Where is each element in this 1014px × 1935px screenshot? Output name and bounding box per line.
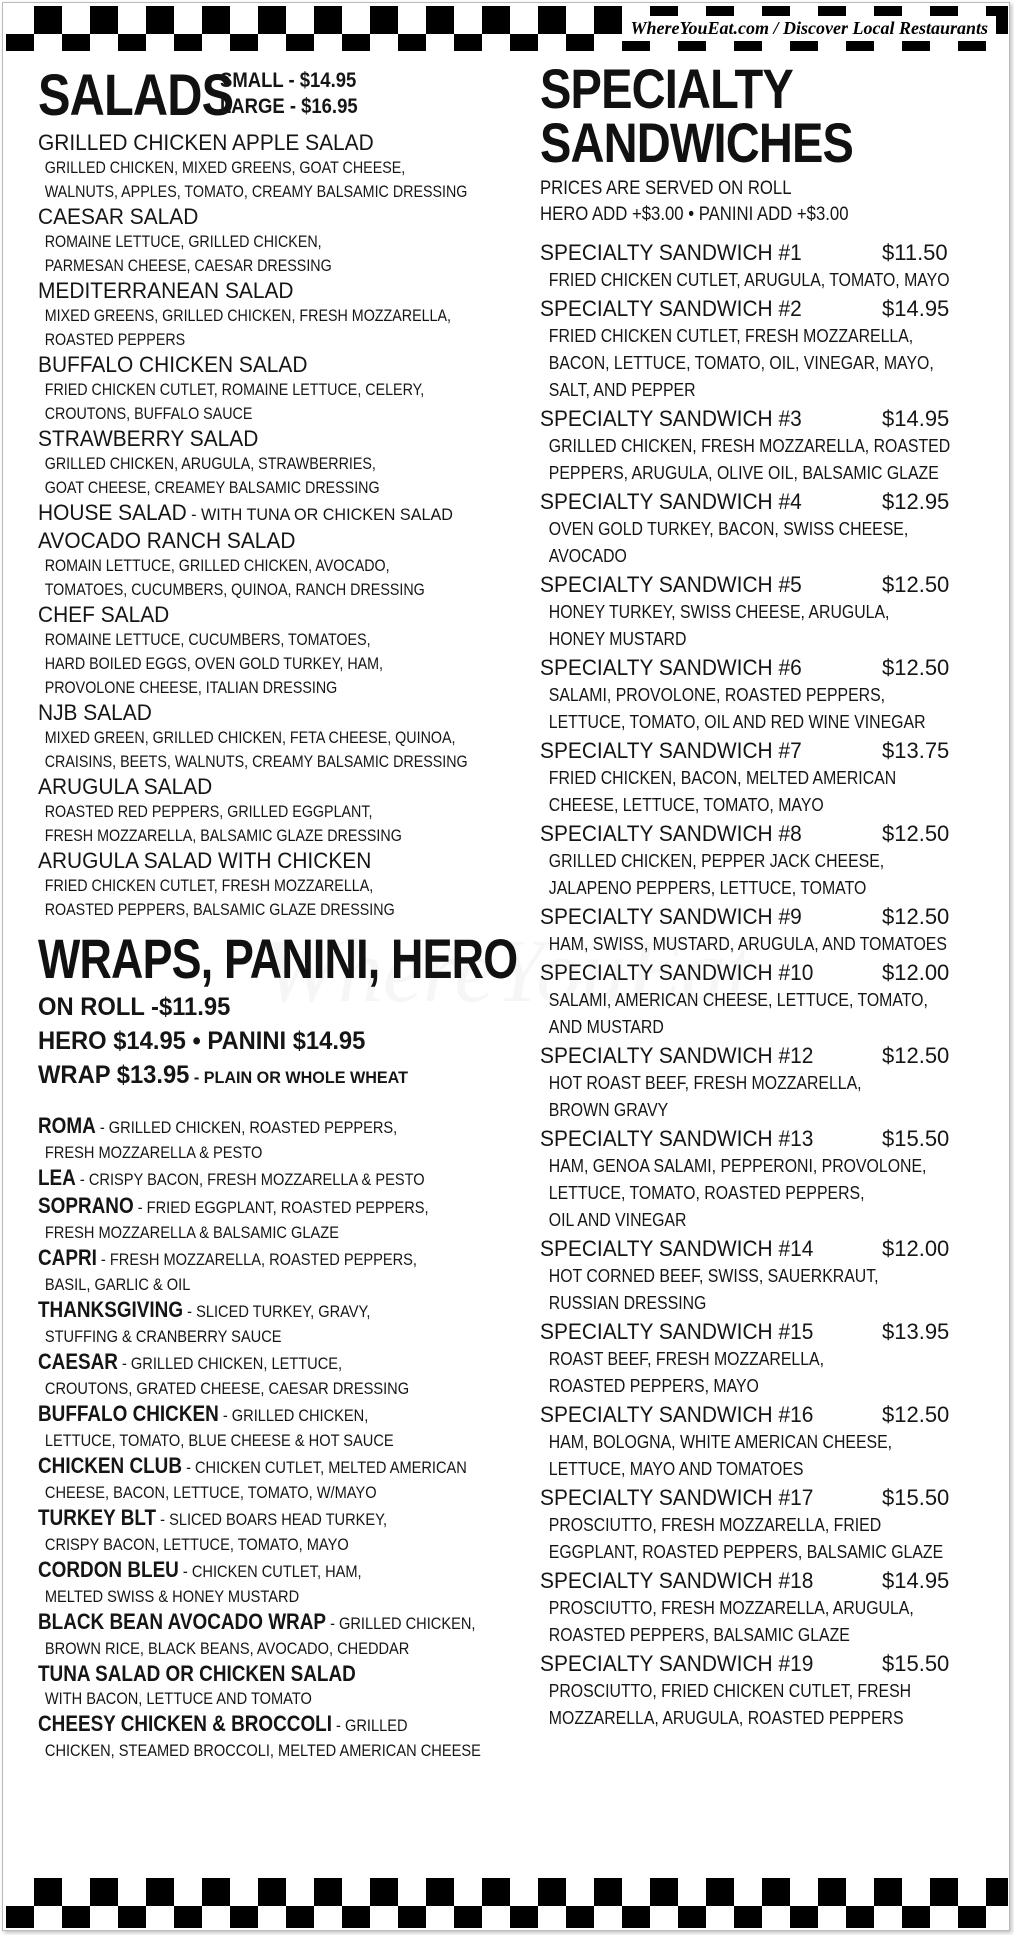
- wrap-desc-cont: BASIL, GARLIC & OIL: [44, 1275, 191, 1294]
- wrap-name: BUFFALO CHICKEN: [38, 1401, 219, 1426]
- wraps-price-wrap: [38, 1058, 486, 1095]
- specialty-item: [540, 1317, 1000, 1400]
- specialty-name: SPECIALTY SANDWICH #15: [540, 1319, 814, 1344]
- wrap-name: CAPRI: [38, 1245, 97, 1270]
- specialty-price: $12.50: [882, 655, 950, 680]
- specialty-desc: LETTUCE, MAYO AND TOMATOES: [548, 1459, 804, 1479]
- salads-price-small: SMALL - $14.95: [220, 69, 357, 92]
- wrap-name-row: [38, 1245, 444, 1273]
- salad-name-row: [38, 204, 486, 230]
- wrap-item: [38, 1113, 510, 1165]
- specialty-name: SPECIALTY SANDWICH #12: [540, 1043, 814, 1068]
- wrap-item: [38, 1711, 510, 1763]
- wrap-item: [38, 1453, 510, 1505]
- salad-name: CAESAR SALAD: [38, 204, 199, 229]
- salad-desc: GOAT CHEESE, CREAMEY BALSAMIC DRESSING: [44, 478, 380, 497]
- wrap-desc: - GRILLED CHICKEN,: [218, 1406, 369, 1425]
- specialty-row: [540, 487, 1000, 516]
- salad-name-row: [38, 602, 486, 628]
- specialty-row: [540, 1317, 1000, 1346]
- wrap-name: ROMA: [38, 1113, 96, 1138]
- salad-name: CHEF SALAD: [38, 602, 170, 627]
- specialty-desc: HAM, SWISS, MUSTARD, ARUGULA, AND TOMATOES: [548, 934, 947, 954]
- specialty-name: SPECIALTY SANDWICH #2: [540, 296, 802, 321]
- specialty-desc: HONEY TURKEY, SWISS CHEESE, ARUGULA,: [548, 602, 890, 622]
- specialty-name: SPECIALTY SANDWICH #8: [540, 821, 802, 846]
- salad-desc: ROMAIN LETTUCE, GRILLED CHICKEN, AVOCADO,: [44, 556, 390, 575]
- specialty-price: $14.95: [882, 296, 950, 321]
- specialty-item: [540, 570, 1000, 653]
- salads-title: SALADS: [38, 63, 234, 128]
- salads-header: [38, 62, 510, 130]
- wrap-name: CAESAR: [38, 1349, 118, 1374]
- wrap-name: SOPRANO: [38, 1193, 134, 1218]
- wrap-desc: - GRILLED CHICKEN, LETTUCE,: [117, 1354, 343, 1373]
- salad-name-row: [38, 278, 486, 304]
- salad-name-row: [38, 352, 486, 378]
- specialty-desc: FRIED CHICKEN, BACON, MELTED AMERICAN: [548, 768, 897, 788]
- specialty-item: [540, 1234, 1000, 1317]
- specialty-desc: JALAPENO PEPPERS, LETTUCE, TOMATO: [548, 878, 867, 898]
- specialty-name: SPECIALTY SANDWICH #19: [540, 1651, 814, 1676]
- salad-desc: ROASTED PEPPERS, BALSAMIC GLAZE DRESSING: [44, 900, 395, 919]
- specialty-note: [540, 176, 945, 228]
- salad-desc: ROMAINE LETTUCE, GRILLED CHICKEN,: [44, 232, 322, 251]
- specialty-row: [540, 1041, 1000, 1070]
- specialty-price: $15.50: [882, 1485, 950, 1510]
- specialty-list: [540, 238, 1000, 1732]
- specialty-name: SPECIALTY SANDWICH #7: [540, 738, 802, 763]
- salad-item: [38, 204, 510, 278]
- salad-item: [38, 500, 510, 528]
- specialty-title: [540, 57, 926, 174]
- wrap-desc-cont: WITH BACON, LETTUCE AND TOMATO: [44, 1689, 312, 1708]
- specialty-desc: ROAST BEEF, FRESH MOZZARELLA,: [548, 1349, 825, 1369]
- salad-item: [38, 700, 510, 774]
- specialty-note-line2: HERO ADD +$3.00 • PANINI ADD +$3.00: [540, 204, 849, 225]
- salad-name-row: [38, 528, 486, 554]
- specialty-desc: PROSCIUTTO, FRESH MOZZARELLA, FRIED: [548, 1515, 882, 1535]
- wraps-price-wrap-note: - PLAIN OR WHOLE WHEAT: [189, 1068, 408, 1087]
- salad-desc: ROASTED PEPPERS: [44, 330, 186, 349]
- wrap-name-row: [38, 1505, 444, 1533]
- wrap-name-row: [38, 1297, 444, 1325]
- wrap-name-row: [38, 1453, 467, 1481]
- wrap-desc-cont: STUFFING & CRANBERRY SAUCE: [44, 1327, 282, 1346]
- specialty-item: [540, 1483, 1000, 1566]
- specialty-name: SPECIALTY SANDWICH #3: [540, 406, 802, 431]
- specialty-row: [540, 404, 1000, 433]
- salads-prices: [220, 62, 358, 120]
- specialty-price: $12.50: [882, 821, 950, 846]
- specialty-row: [540, 294, 1000, 323]
- salad-name: ARUGULA SALAD WITH CHICKEN: [38, 848, 372, 873]
- salad-name-row: [38, 774, 486, 800]
- specialty-desc: GRILLED CHICKEN, FRESH MOZZARELLA, ROASTED: [548, 436, 951, 456]
- wrap-name: TUNA SALAD OR CHICKEN SALAD: [38, 1661, 356, 1686]
- specialty-name: SPECIALTY SANDWICH #13: [540, 1126, 814, 1151]
- specialty-desc: ROASTED PEPPERS, MAYO: [548, 1376, 759, 1396]
- specialty-price: $14.95: [882, 406, 950, 431]
- specialty-row: [540, 1566, 1000, 1595]
- salads-price-large: LARGE - $16.95: [220, 95, 358, 118]
- salad-name-row: [38, 500, 486, 528]
- specialty-row: [540, 653, 1000, 682]
- specialty-item: [540, 958, 1000, 1041]
- wrap-name: CORDON BLEU: [38, 1557, 179, 1582]
- specialty-desc: SALAMI, PROVOLONE, ROASTED PEPPERS,: [548, 685, 886, 705]
- specialty-name: SPECIALTY SANDWICH #14: [540, 1236, 814, 1261]
- salad-item: [38, 848, 510, 922]
- specialty-desc: LETTUCE, TOMATO, OIL AND RED WINE VINEGAR: [548, 712, 926, 732]
- wrap-name-row: [38, 1401, 444, 1429]
- wrap-name-row: [38, 1349, 444, 1377]
- specialty-item: [540, 902, 1000, 958]
- left-column: [38, 62, 518, 1763]
- wrap-desc: - GRILLED: [331, 1716, 408, 1735]
- salad-name: STRAWBERRY SALAD: [38, 426, 259, 451]
- wrap-item: [38, 1165, 510, 1193]
- salad-desc: PARMESAN CHEESE, CAESAR DRESSING: [44, 256, 332, 275]
- wrap-desc-cont: CHEESE, BACON, LETTUCE, TOMATO, W/MAYO: [44, 1483, 377, 1502]
- wrap-name-row: [38, 1113, 444, 1141]
- salad-name-row: [38, 426, 486, 452]
- specialty-desc: PROSCIUTTO, FRESH MOZZARELLA, ARUGULA,: [548, 1598, 914, 1618]
- wrap-item: [38, 1505, 510, 1557]
- wraps-price-roll: ON ROLL -$11.95: [38, 993, 231, 1021]
- salad-item: [38, 426, 510, 500]
- specialty-name: SPECIALTY SANDWICH #1: [540, 240, 802, 265]
- specialty-desc: EGGPLANT, ROASTED PEPPERS, BALSAMIC GLAZE: [548, 1542, 944, 1562]
- salad-name: MEDITERRANEAN SALAD: [38, 278, 294, 303]
- salad-desc: FRIED CHICKEN CUTLET, FRESH MOZZARELLA,: [44, 876, 374, 895]
- salad-name: GRILLED CHICKEN APPLE SALAD: [38, 130, 374, 155]
- specialty-desc: OVEN GOLD TURKEY, BACON, SWISS CHEESE,: [548, 519, 909, 539]
- wrap-name: LEA: [38, 1165, 76, 1190]
- specialty-name: SPECIALTY SANDWICH #5: [540, 572, 802, 597]
- salad-desc: ROASTED RED PEPPERS, GRILLED EGGPLANT,: [44, 802, 373, 821]
- wrap-desc: - CHICKEN CUTLET, HAM,: [178, 1562, 362, 1581]
- specialty-desc: OIL AND VINEGAR: [548, 1210, 687, 1230]
- salad-desc: GRILLED CHICKEN, MIXED GREENS, GOAT CHEESE,: [44, 158, 406, 177]
- wrap-name: THANKSGIVING: [38, 1297, 184, 1322]
- salad-name: ARUGULA SALAD: [38, 774, 213, 799]
- wrap-desc: - FRIED EGGPLANT, ROASTED PEPPERS,: [133, 1198, 429, 1217]
- specialty-name: SPECIALTY SANDWICH #16: [540, 1402, 814, 1427]
- specialty-price: $12.50: [882, 904, 950, 929]
- wrap-name-row: [38, 1193, 444, 1221]
- specialty-name: SPECIALTY SANDWICH #10: [540, 960, 814, 985]
- wrap-desc: - GRILLED CHICKEN,: [326, 1614, 476, 1633]
- wrap-name-row: [38, 1661, 444, 1687]
- specialty-price: $13.95: [882, 1319, 950, 1344]
- wrap-desc-cont: CHICKEN, STEAMED BROCCOLI, MELTED AMERICAN CHEESE: [44, 1741, 481, 1760]
- specialty-row: [540, 902, 1000, 931]
- salad-desc: GRILLED CHICKEN, ARUGULA, STRAWBERRIES,: [44, 454, 376, 473]
- specialty-desc: GRILLED CHICKEN, PEPPER JACK CHEESE,: [548, 851, 885, 871]
- salad-desc: FRIED CHICKEN CUTLET, ROMAINE LETTUCE, CELERY,: [44, 380, 425, 399]
- specialty-row: [540, 819, 1000, 848]
- specialty-name: SPECIALTY SANDWICH #6: [540, 655, 802, 680]
- wrap-item: [38, 1245, 510, 1297]
- wrap-name: CHEESY CHICKEN & BROCCOLI: [38, 1711, 332, 1736]
- specialty-price: $12.95: [882, 489, 950, 514]
- salad-desc: WALNUTS, APPLES, TOMATO, CREAMY BALSAMIC DRESSING: [44, 182, 468, 201]
- specialty-price: $12.00: [882, 960, 950, 985]
- salad-desc: HARD BOILED EGGS, OVEN GOLD TURKEY, HAM,: [44, 654, 384, 673]
- specialty-item: [540, 294, 1000, 404]
- specialty-item: [540, 1400, 1000, 1483]
- wrap-desc-cont: FRESH MOZZARELLA & BALSAMIC GLAZE: [44, 1223, 339, 1242]
- specialty-price: $15.50: [882, 1126, 950, 1151]
- specialty-desc: HOT ROAST BEEF, FRESH MOZZARELLA,: [548, 1073, 862, 1093]
- specialty-item: [540, 238, 1000, 294]
- wrap-desc-cont: LETTUCE, TOMATO, BLUE CHEESE & HOT SAUCE: [44, 1431, 394, 1450]
- specialty-desc: ROASTED PEPPERS, BALSAMIC GLAZE: [548, 1625, 850, 1645]
- salad-item: [38, 278, 510, 352]
- specialty-item: [540, 1041, 1000, 1124]
- specialty-price: $15.50: [882, 1651, 950, 1676]
- wrap-desc-cont: FRESH MOZZARELLA & PESTO: [44, 1143, 263, 1162]
- specialty-name: SPECIALTY SANDWICH #18: [540, 1568, 814, 1593]
- wrap-desc: - CHICKEN CUTLET, MELTED AMERICAN: [182, 1458, 467, 1477]
- specialty-price: $12.50: [882, 572, 950, 597]
- specialty-item: [540, 1566, 1000, 1649]
- wrap-name-row: [38, 1711, 444, 1739]
- specialty-row: [540, 1649, 1000, 1678]
- wrap-item: [38, 1609, 510, 1661]
- specialty-price: $12.50: [882, 1043, 950, 1068]
- specialty-item: [540, 404, 1000, 487]
- wrap-item: [38, 1193, 510, 1245]
- specialty-row: [540, 1483, 1000, 1512]
- salad-desc: ROMAINE LETTUCE, CUCUMBERS, TOMATOES,: [44, 630, 371, 649]
- salad-desc: CROUTONS, BUFFALO SAUCE: [44, 404, 253, 423]
- wrap-desc: - SLICED BOARS HEAD TURKEY,: [156, 1510, 388, 1529]
- specialty-desc: AVOCADO: [548, 546, 627, 566]
- salad-desc: TOMATOES, CUCUMBERS, QUINOA, RANCH DRESSING: [44, 580, 425, 599]
- wrap-name: BLACK BEAN AVOCADO WRAP: [38, 1609, 327, 1634]
- specialty-row: [540, 1124, 1000, 1153]
- specialty-item: [540, 1649, 1000, 1732]
- specialty-item: [540, 736, 1000, 819]
- salad-desc: PROVOLONE CHEESE, ITALIAN DRESSING: [44, 678, 338, 697]
- salad-name: NJB SALAD: [38, 700, 152, 725]
- specialty-name: SPECIALTY SANDWICH #9: [540, 904, 802, 929]
- salad-desc: MIXED GREENS, GRILLED CHICKEN, FRESH MOZZARELLA,: [44, 306, 451, 325]
- salad-desc: CRAISINS, BEETS, WALNUTS, CREAMY BALSAMIC DRESSING: [44, 752, 468, 771]
- specialty-item: [540, 1124, 1000, 1234]
- salad-item: [38, 602, 510, 700]
- specialty-name: SPECIALTY SANDWICH #17: [540, 1485, 814, 1510]
- specialty-price: $12.50: [882, 1402, 950, 1427]
- specialty-row: [540, 1234, 1000, 1263]
- specialty-desc: SALT, AND PEPPER: [548, 380, 696, 400]
- salad-name: AVOCADO RANCH SALAD: [38, 528, 296, 553]
- salad-list: [38, 130, 510, 922]
- specialty-desc: HOT CORNED BEEF, SWISS, SAUERKRAUT,: [548, 1266, 879, 1286]
- wrap-desc-cont: CRISPY BACON, LETTUCE, TOMATO, MAYO: [44, 1535, 349, 1554]
- wrap-list: [38, 1113, 510, 1763]
- wrap-item: [38, 1557, 510, 1609]
- specialty-title-line1: SPECIALTY: [540, 57, 793, 120]
- right-column: [540, 57, 1000, 1732]
- salad-item: [38, 130, 510, 204]
- specialty-price: $11.50: [882, 240, 948, 265]
- specialty-row: [540, 570, 1000, 599]
- wrap-item: [38, 1297, 510, 1349]
- wrap-name-row: [38, 1557, 444, 1585]
- wrap-name-row: [38, 1609, 476, 1637]
- specialty-desc: HONEY MUSTARD: [548, 629, 687, 649]
- wraps-price-wrap-value: WRAP $13.95: [38, 1061, 190, 1089]
- wrap-item: [38, 1349, 510, 1401]
- wrap-desc: - FRESH MOZZARELLA, ROASTED PEPPERS,: [96, 1250, 417, 1269]
- salad-name: HOUSE SALAD: [38, 500, 187, 525]
- specialty-price: $12.00: [882, 1236, 950, 1261]
- specialty-desc: AND MUSTARD: [548, 1017, 664, 1037]
- specialty-row: [540, 238, 1000, 267]
- specialty-desc: HAM, GENOA SALAMI, PEPPERONI, PROVOLONE,: [548, 1156, 927, 1176]
- wrap-item: [38, 1401, 510, 1453]
- wrap-desc: - CRISPY BACON, FRESH MOZZARELLA & PESTO: [75, 1170, 425, 1189]
- wrap-desc-cont: CROUTONS, GRATED CHEESE, CAESAR DRESSING: [44, 1379, 410, 1398]
- wraps-price-hero-panini: HERO $14.95 • PANINI $14.95: [38, 1027, 366, 1055]
- salad-note: - WITH TUNA OR CHICKEN SALAD: [186, 505, 453, 524]
- specialty-desc: MOZZARELLA, ARUGULA, ROASTED PEPPERS: [548, 1708, 904, 1728]
- salad-item: [38, 352, 510, 426]
- source-watermark-text: WhereYouEat.com / Discover Local Restaurants: [622, 16, 996, 41]
- specialty-desc: BROWN GRAVY: [548, 1100, 669, 1120]
- salad-desc: MIXED GREEN, GRILLED CHICKEN, FETA CHEESE, QUINOA,: [44, 728, 456, 747]
- salad-desc: FRESH MOZZARELLA, BALSAMIC GLAZE DRESSING: [44, 826, 402, 845]
- salad-name: BUFFALO CHICKEN SALAD: [38, 352, 308, 377]
- wrap-name: CHICKEN CLUB: [38, 1453, 183, 1478]
- specialty-desc: CHEESE, LETTUCE, TOMATO, MAYO: [548, 795, 824, 815]
- specialty-row: [540, 1400, 1000, 1429]
- wrap-desc-cont: MELTED SWISS & HONEY MUSTARD: [44, 1587, 300, 1606]
- salad-name-row: [38, 130, 486, 156]
- wrap-name: TURKEY BLT: [38, 1505, 157, 1530]
- wrap-desc-cont: BROWN RICE, BLACK BEANS, AVOCADO, CHEDDAR: [44, 1639, 410, 1658]
- wrap-desc: - SLICED TURKEY, GRAVY,: [183, 1302, 371, 1321]
- specialty-desc: FRIED CHICKEN CUTLET, FRESH MOZZARELLA,: [548, 326, 914, 346]
- wraps-title: WRAPS, PANINI, HERO: [38, 927, 518, 990]
- wrap-item: [38, 1661, 510, 1711]
- specialty-desc: PEPPERS, ARUGULA, OLIVE OIL, BALSAMIC GLAZE: [548, 463, 939, 483]
- specialty-title-line2: SANDWICHES: [540, 111, 854, 174]
- specialty-desc: LETTUCE, TOMATO, ROASTED PEPPERS,: [548, 1183, 865, 1203]
- specialty-item: [540, 487, 1000, 570]
- specialty-item: [540, 653, 1000, 736]
- specialty-note-line1: PRICES ARE SERVED ON ROLL: [540, 178, 792, 199]
- wrap-name-row: [38, 1165, 444, 1193]
- salad-item: [38, 774, 510, 848]
- specialty-desc: PROSCIUTTO, FRIED CHICKEN CUTLET, FRESH: [548, 1681, 912, 1701]
- specialty-desc: HAM, BOLOGNA, WHITE AMERICAN CHEESE,: [548, 1432, 893, 1452]
- salad-name-row: [38, 848, 486, 874]
- specialty-price: $13.75: [882, 738, 950, 763]
- specialty-name: SPECIALTY SANDWICH #4: [540, 489, 802, 514]
- specialty-row: [540, 958, 1000, 987]
- salad-item: [38, 528, 510, 602]
- checker-border-bottom: [6, 1878, 1008, 1928]
- salad-name-row: [38, 700, 486, 726]
- specialty-desc: FRIED CHICKEN CUTLET, ARUGULA, TOMATO, MAYO: [548, 270, 950, 290]
- specialty-desc: RUSSIAN DRESSING: [548, 1293, 707, 1313]
- specialty-row: [540, 736, 1000, 765]
- specialty-item: [540, 819, 1000, 902]
- specialty-desc: SALAMI, AMERICAN CHEESE, LETTUCE, TOMATO,: [548, 990, 928, 1010]
- specialty-desc: BACON, LETTUCE, TOMATO, OIL, VINEGAR, MAYO,: [548, 353, 934, 373]
- wrap-desc: - GRILLED CHICKEN, ROASTED PEPPERS,: [95, 1118, 398, 1137]
- specialty-price: $14.95: [882, 1568, 950, 1593]
